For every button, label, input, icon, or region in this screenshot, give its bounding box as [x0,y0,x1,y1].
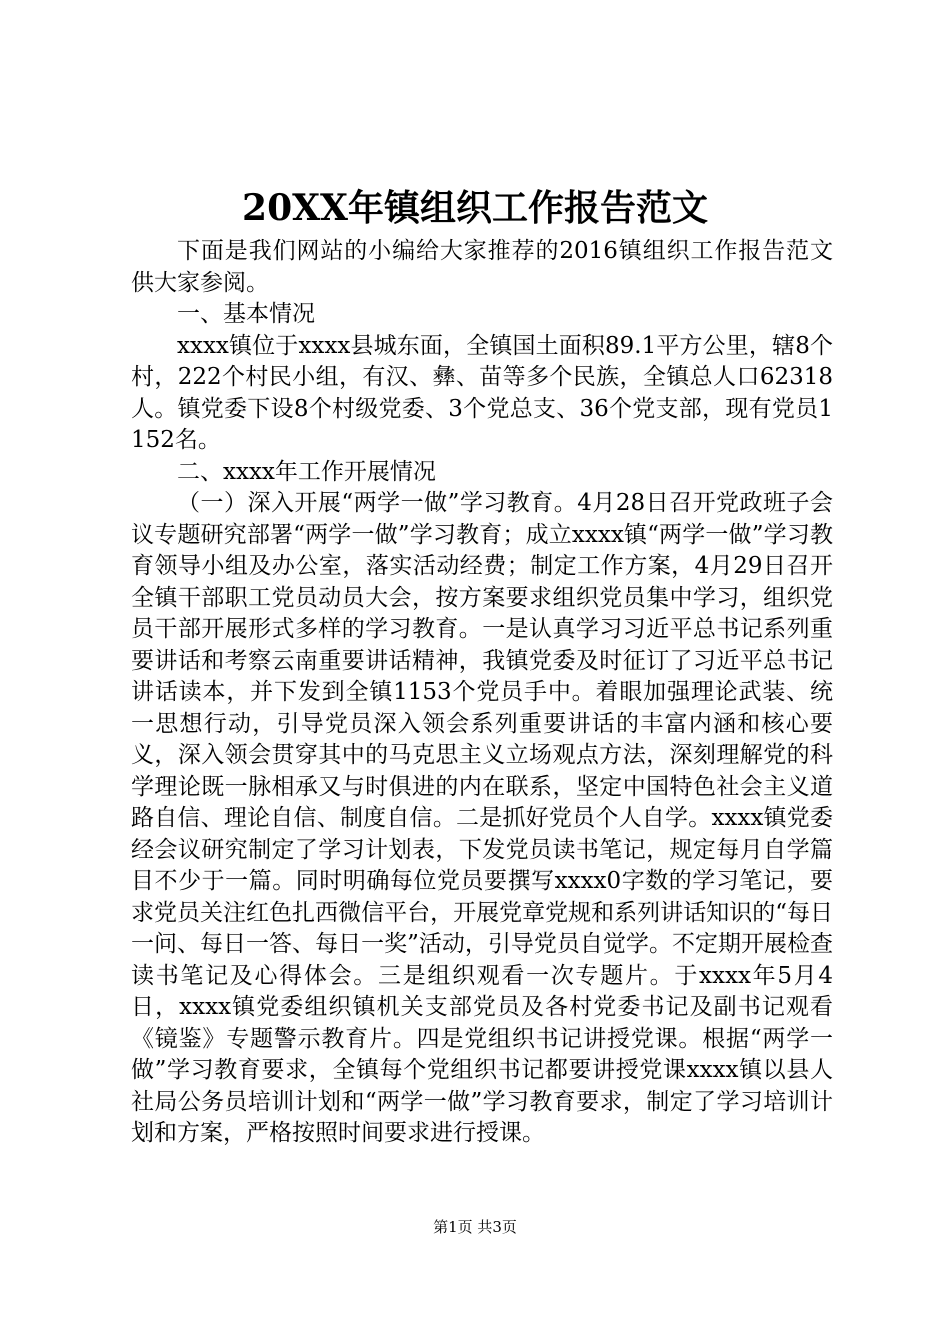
document-body [131,236,833,1150]
basic-info-paragraph: xxxx镇位于xxxx县城东面，全镇国土面积89.1平方公里，辖8个村，222个村民小组，有汉、彝、苗等多个民族，全镇总人口62318人。镇党委下设8个村级党委、3个党总支、36个党支部，现有党员1152名。 [131,332,833,453]
work-detail-paragraph: （一）深入开展“两学一做”学习教育。4月28日召开党政班子会议专题研究部署“两学一做”学习教育；成立xxxx镇“两学一做”学习教育领导小组及办公室，落实活动经费；制定工作方案，4月29日召开全镇干部职工党员动员大会，按方案要求组织党员集中学习，组织党员干部开展形式多样的学习教育。一是认真学习习近平总书记系列重要讲话和考察云南重要讲话精神，我镇党委及时征订了习近平总书记讲话读本，并下发到全镇1153个党员手中。着眼加强理论武装、统一思想行动，引导党员深入领会系列重要讲话的丰富内涵和核心要义，深入领会贯穿其中的马克思主义立场观点方法，深刻理解党的科学理论既一脉相承又与时俱进的内在联系，坚定中国特色社会主义道路自信、理论自信、制度自信。二是抓好党员个人自学。xxxx镇党委经会议研究制定了学习计划表，下发党员读书笔记，规定每月自学篇目不少于一篇。同时明确每位党员要撰写xxxx0字数的学习笔记，要求党员关注红色扎西微信平台，开展党章党规和系列讲话知识的“每日一问、每日一答、每日一奖”活动，引导党员自觉学。不定期开展检查读书笔记及心得体会。三是组织观看一次专题片。于xxxx年5月4日，xxxx镇党委组织镇机关支部党员及各村党委书记及副书记观看《镜鉴》专题警示教育片。四是党组织书记讲授党课。根据“两学一做”学习教育要求，全镇每个党组织书记都要讲授党课xxxx镇以县人社局公务员培训计划和“两学一做”学习教育要求，制定了学习培训计划和方案，严格按照时间要求进行授课。 [131,490,833,1146]
intro-paragraph: 下面是我们网站的小编给大家推荐的2016镇组织工作报告范文供大家参阅。 [131,238,833,296]
section-heading-work: 二、xxxx年工作开展情况 [177,458,436,485]
document-title: 20XX年镇组织工作报告范文 [242,187,708,229]
section-heading-basic: 一、基本情况 [177,301,315,327]
page-number-footer: 第1页 共3页 [433,1218,517,1236]
